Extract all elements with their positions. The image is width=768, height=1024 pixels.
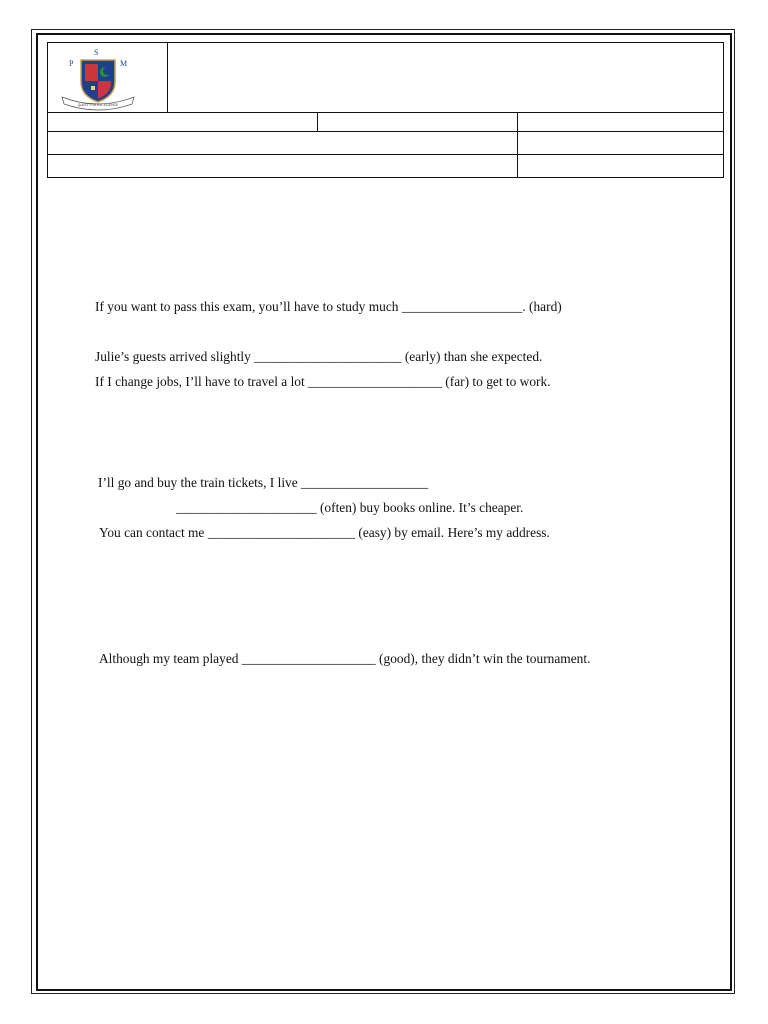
header-info-row-3 [48, 155, 724, 178]
header-table [47, 42, 724, 178]
header-info-row-1 [48, 113, 724, 132]
header-field-cell [48, 155, 518, 178]
school-logo [56, 46, 140, 112]
header-field-cell [518, 155, 724, 178]
school-name-cell [168, 43, 724, 113]
logo-letter-m: M [120, 59, 128, 68]
header-field-cell [48, 132, 518, 155]
shield-quarter-icon [85, 64, 98, 81]
logo-letter-p: P [69, 59, 74, 68]
question-sentence: If I change jobs, I’ll have to travel a lot ____________________ (far) to get to work. [95, 374, 551, 389]
header-logo-row [48, 43, 724, 113]
header-field-cell [318, 113, 518, 132]
question-sentence: Although my team played ____________________ (good), they didn’t win the tournament. [99, 651, 591, 666]
question-sentence: If you want to pass this exam, you’ll have to study much __________________. (hard) [95, 299, 562, 314]
header-field-cell [48, 113, 318, 132]
header-info-row-2 [48, 132, 724, 155]
question-sentence: Julie’s guests arrived slightly ______________________ (early) than she expected. [95, 349, 543, 364]
book-icon [91, 86, 95, 90]
logo-letter-s: S [94, 48, 99, 57]
header-field-cell [518, 132, 724, 155]
header-field-cell [518, 113, 724, 132]
question-sentence: _____________________ (often) buy books online. It’s cheaper. [176, 500, 524, 515]
question-sentence: You can contact me ______________________ (easy) by email. Here’s my address. [99, 525, 550, 540]
question-sentence: I’ll go and buy the train tickets, I live ___________________ [98, 475, 429, 490]
logo-motto: QUEST FOR EXCELLENCE [77, 103, 119, 107]
